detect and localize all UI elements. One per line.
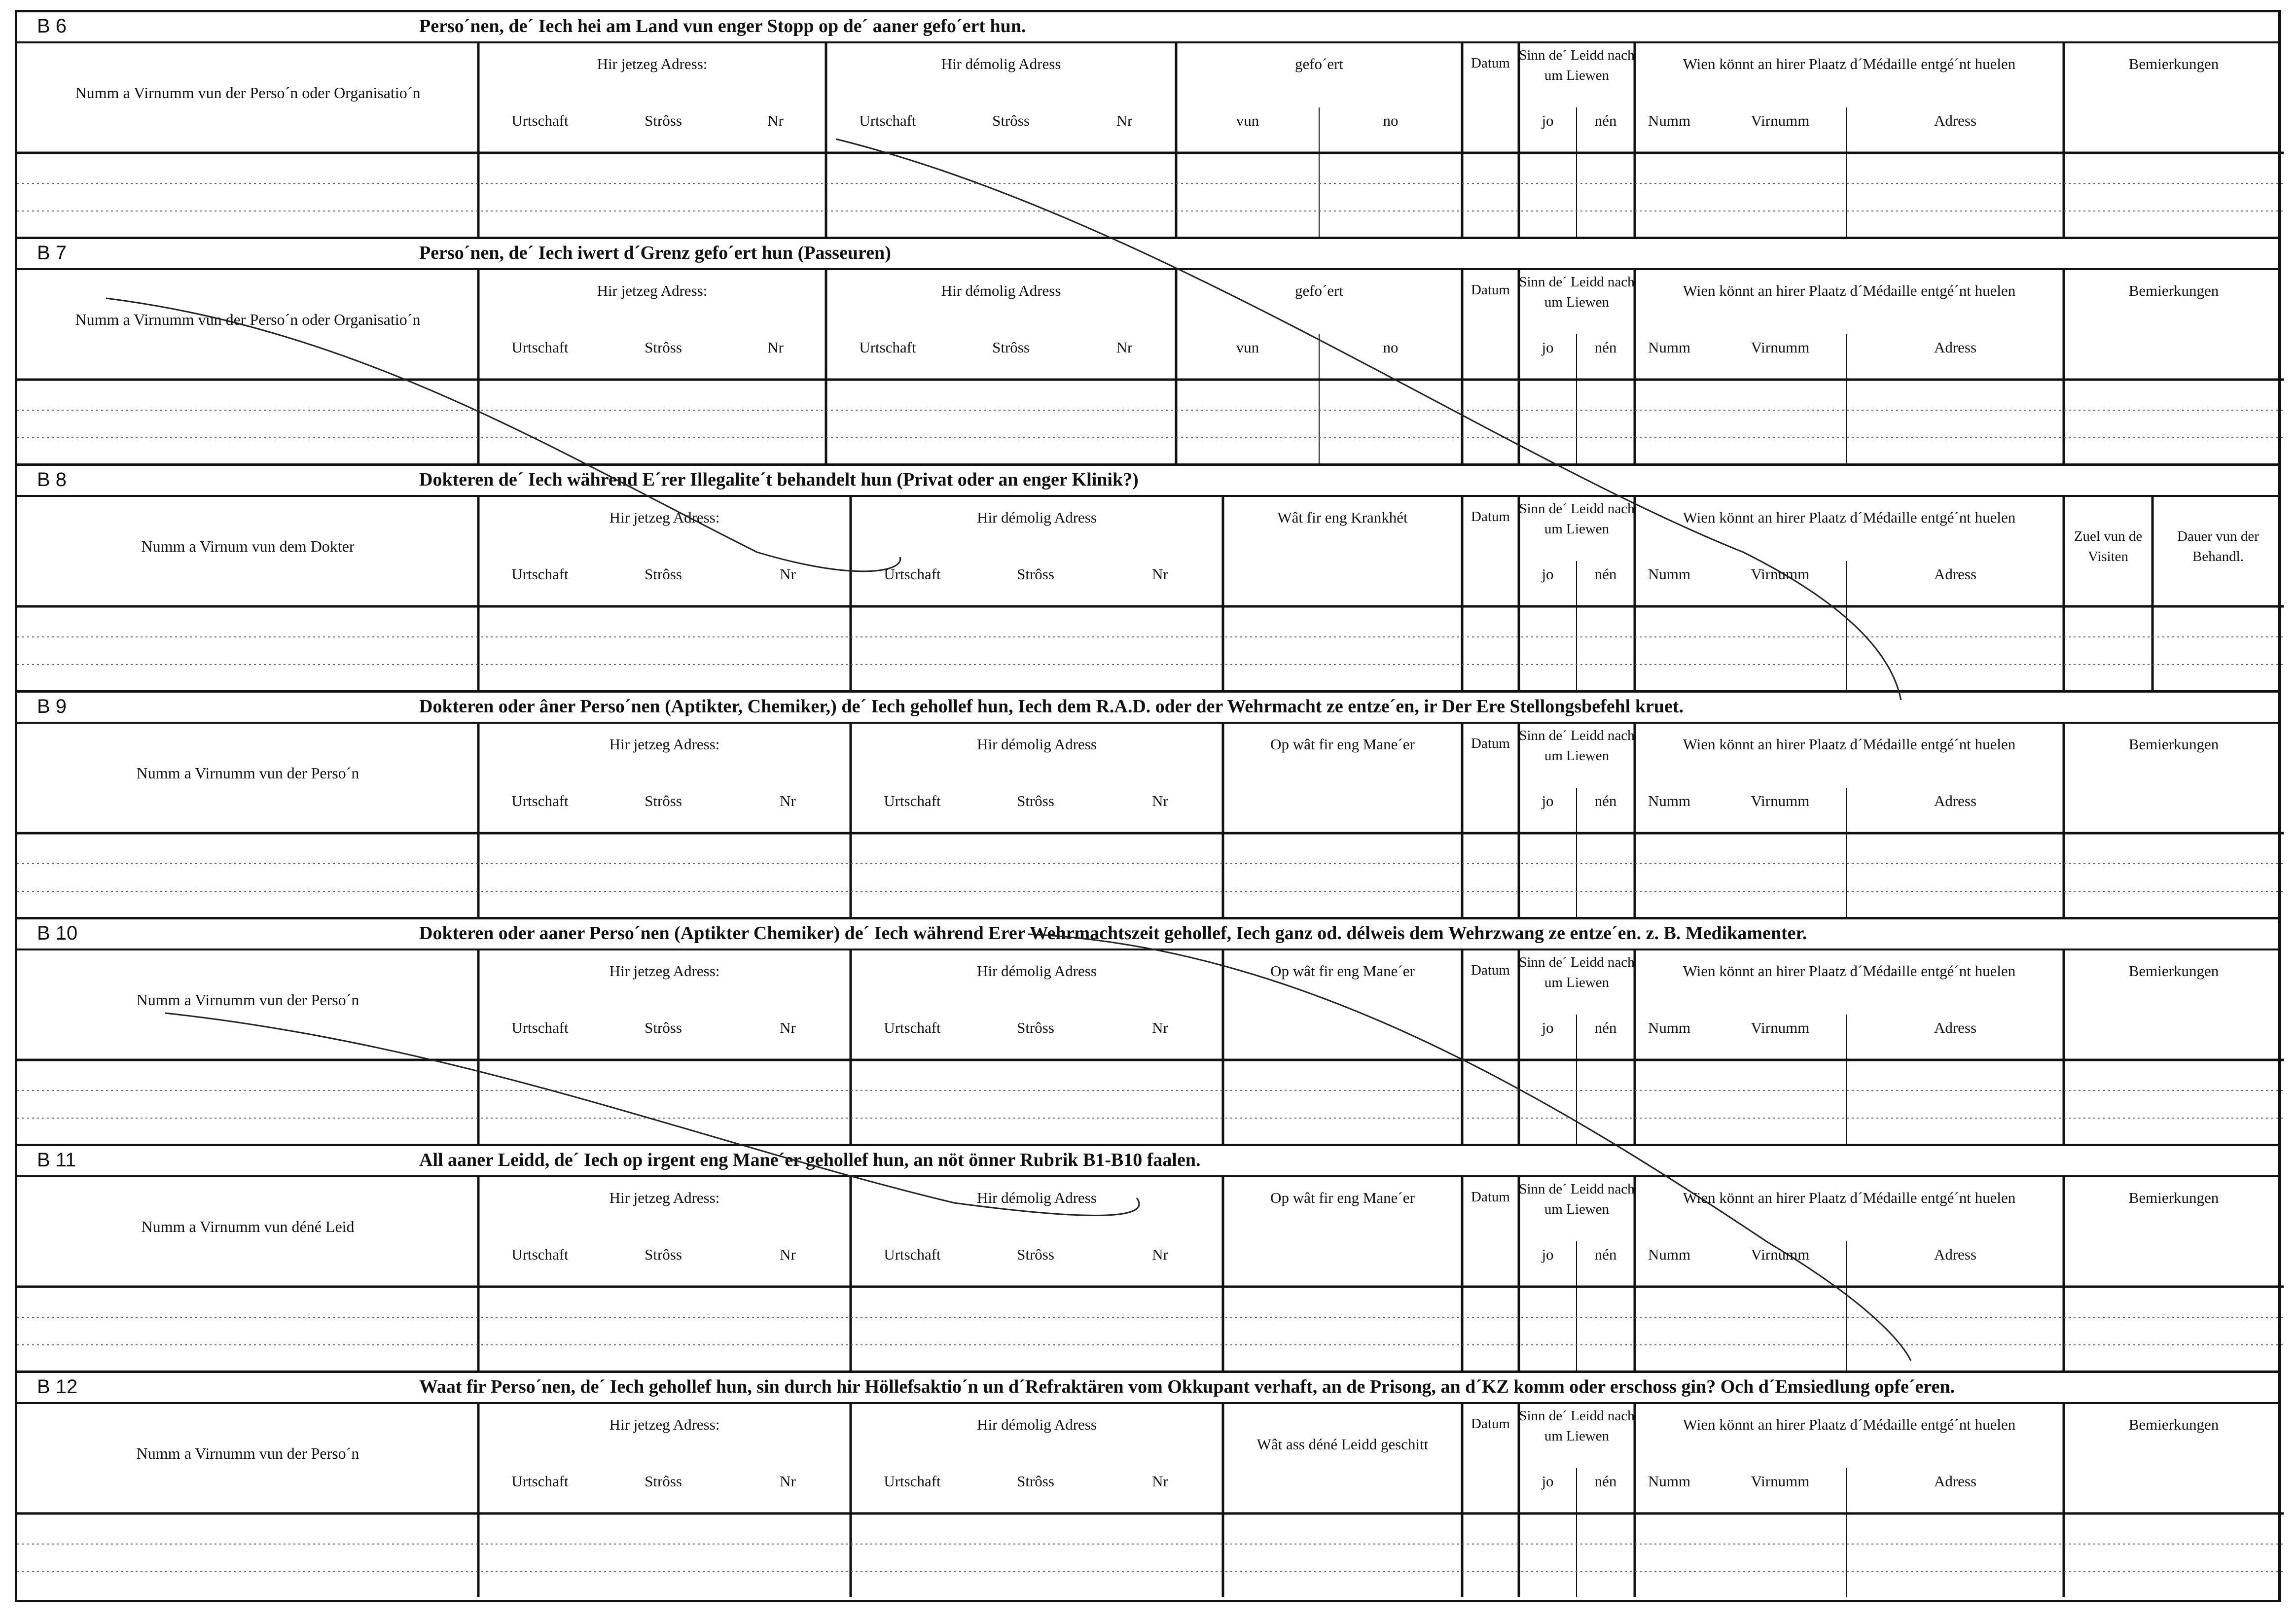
alive-label: Sinn de´ Leidd nach um Liewen bbox=[1519, 954, 1635, 990]
current-address-label: Hir jetzeg Adress: bbox=[609, 1416, 720, 1433]
column-three-label: Op wât fir eng Mane´er bbox=[1270, 962, 1415, 980]
section-title: Perso´nen, de´ Iech hei am Land vun enger Stopp op de´ aaner gefo´ert hun. bbox=[419, 16, 1026, 36]
form-page bbox=[15, 10, 2281, 1602]
nr-label: Nr bbox=[780, 1473, 796, 1490]
section-table bbox=[17, 43, 2278, 237]
name-column-label: Numm a Virnumm vun der Perso´n bbox=[136, 764, 359, 782]
section-code: B 10 bbox=[37, 922, 78, 944]
strosse-label: Strôss bbox=[645, 1019, 682, 1036]
medal-label: Wien könnt an hirer Plaatz d´Médaille entgé´nt huelen bbox=[1683, 509, 2016, 526]
virnumm-label: Virnumm bbox=[1751, 565, 1810, 583]
section-code: B 12 bbox=[37, 1376, 78, 1398]
yes-label: jo bbox=[1542, 1019, 1554, 1036]
medal-label: Wien könnt an hirer Plaatz d´Médaille entgé´nt huelen bbox=[1683, 1416, 2016, 1433]
treatment-duration-label: Dauer vun der Behandl. bbox=[2177, 528, 2259, 564]
adress-label: Adress bbox=[1934, 792, 1977, 809]
former-address-label: Hir démolig Adress bbox=[941, 55, 1061, 72]
datum-label: Datum bbox=[1471, 55, 1510, 71]
no-label: nén bbox=[1594, 339, 1617, 356]
ortschaft-label: Urtschaft bbox=[884, 1246, 941, 1263]
remarks-label: Bemierkungen bbox=[2128, 1189, 2219, 1206]
no-label: nén bbox=[1594, 112, 1617, 129]
current-address-label: Hir jetzeg Adress: bbox=[597, 55, 708, 72]
strosse-label: Strôss bbox=[992, 112, 1030, 129]
alive-label: Sinn de´ Leidd nach um Liewen bbox=[1519, 501, 1635, 537]
numm-label: Numm bbox=[1648, 339, 1691, 356]
remarks-label: Bemierkungen bbox=[2128, 55, 2219, 72]
section-header bbox=[17, 237, 2278, 270]
section-header bbox=[17, 690, 2278, 724]
yes-label: jo bbox=[1542, 339, 1554, 356]
name-column-label: Numm a Virnumm vun der Perso´n bbox=[136, 991, 359, 1009]
former-address-label: Hir démolig Adress bbox=[977, 1416, 1097, 1433]
visits-label: Zuel vun de Visiten bbox=[2074, 528, 2143, 564]
virnumm-label: Virnumm bbox=[1751, 1473, 1810, 1490]
remarks-label: Bemierkungen bbox=[2128, 282, 2219, 299]
strosse-label: Strôss bbox=[645, 792, 682, 809]
section-title: Dokteren oder aaner Perso´nen (Aptikter Chemiker) de´ Iech während Erer Wehrmachtszeit gehollef, Iech ganz od. délweis dem Wehrzwang ze entze´en. z. B. Medikamenter. bbox=[419, 923, 1807, 944]
strosse-label: Strôss bbox=[645, 565, 682, 583]
virnumm-label: Virnumm bbox=[1751, 792, 1810, 809]
section-table bbox=[17, 270, 2278, 463]
section-b7 bbox=[17, 237, 2278, 463]
ortschaft-label: Urtschaft bbox=[511, 1246, 569, 1263]
ortschaft-label: Urtschaft bbox=[884, 1473, 941, 1490]
ortschaft-label: Urtschaft bbox=[511, 112, 569, 129]
nr-label: Nr bbox=[1116, 339, 1133, 356]
section-code: B 6 bbox=[37, 15, 67, 37]
nr-label: Nr bbox=[1152, 1246, 1168, 1263]
ortschaft-label: Urtschaft bbox=[859, 112, 916, 129]
current-address-label: Hir jetzeg Adress: bbox=[609, 736, 720, 753]
from-label: vun bbox=[1236, 112, 1259, 129]
current-address-label: Hir jetzeg Adress: bbox=[609, 509, 720, 526]
medal-label: Wien könnt an hirer Plaatz d´Médaille entgé´nt huelen bbox=[1683, 736, 2016, 753]
medal-label: Wien könnt an hirer Plaatz d´Médaille entgé´nt huelen bbox=[1683, 962, 2016, 980]
current-address-label: Hir jetzeg Adress: bbox=[597, 282, 708, 299]
strosse-label: Strôss bbox=[1017, 792, 1054, 809]
column-three-label: Wât ass déné Leidd geschitt bbox=[1256, 1436, 1429, 1453]
section-title: All aaner Leidd, de´ Iech op irgent eng Mane´er gehollef hun, an nöt önner Rubrik B1-B10 faalen. bbox=[419, 1150, 1201, 1170]
nr-label: Nr bbox=[1152, 1473, 1168, 1490]
nr-label: Nr bbox=[767, 112, 784, 129]
numm-label: Numm bbox=[1648, 112, 1691, 129]
section-b12 bbox=[17, 1370, 2278, 1597]
yes-label: jo bbox=[1542, 1473, 1554, 1490]
section-table bbox=[17, 950, 2278, 1144]
current-address-label: Hir jetzeg Adress: bbox=[609, 962, 720, 980]
strosse-label: Strôss bbox=[1017, 1473, 1054, 1490]
alive-label: Sinn de´ Leidd nach um Liewen bbox=[1519, 1181, 1635, 1217]
no-label: nén bbox=[1594, 1019, 1617, 1036]
nr-label: Nr bbox=[780, 1246, 796, 1263]
ortschaft-label: Urtschaft bbox=[859, 339, 916, 356]
section-title: Dokteren de´ Iech während E´rer Illegalite´t behandelt hun (Privat oder an enger Klinik?) bbox=[419, 469, 1139, 490]
name-column-label: Numm a Virnumm vun der Perso´n oder Organisatio´n bbox=[75, 311, 421, 328]
section-code: B 7 bbox=[37, 242, 67, 264]
numm-label: Numm bbox=[1648, 1473, 1691, 1490]
virnumm-label: Virnumm bbox=[1751, 339, 1810, 356]
no-label: nén bbox=[1594, 565, 1617, 583]
section-b8 bbox=[17, 463, 2278, 690]
nr-label: Nr bbox=[767, 339, 784, 356]
adress-label: Adress bbox=[1934, 339, 1977, 356]
ortschaft-label: Urtschaft bbox=[511, 339, 569, 356]
section-table bbox=[17, 1404, 2278, 1597]
section-header bbox=[17, 1370, 2278, 1404]
ortschaft-label: Urtschaft bbox=[511, 792, 569, 809]
nr-label: Nr bbox=[1152, 1019, 1168, 1036]
section-header bbox=[17, 10, 2278, 43]
strosse-label: Strôss bbox=[992, 339, 1030, 356]
section-b9 bbox=[17, 690, 2278, 917]
former-address-label: Hir démolig Adress bbox=[977, 962, 1097, 980]
yes-label: jo bbox=[1542, 112, 1554, 129]
column-three-label: Op wât fir eng Mane´er bbox=[1270, 736, 1415, 753]
section-table bbox=[17, 724, 2278, 917]
virnumm-label: Virnumm bbox=[1751, 1019, 1810, 1036]
adress-label: Adress bbox=[1934, 1019, 1977, 1036]
virnumm-label: Virnumm bbox=[1751, 1246, 1810, 1263]
remarks-label: Bemierkungen bbox=[2128, 962, 2219, 980]
adress-label: Adress bbox=[1934, 1473, 1977, 1490]
section-title: Waat fir Perso´nen, de´ Iech gehollef hun, sin durch hir Höllefsaktio´n un d´Refraktären vom Okkupant verhaft, an de Prisong, an d´KZ komm oder erschoss gin? Och d´Emsiedlung opfe´eren. bbox=[419, 1376, 1955, 1397]
datum-label: Datum bbox=[1471, 282, 1510, 298]
adress-label: Adress bbox=[1934, 112, 1977, 129]
no-label: nén bbox=[1594, 1473, 1617, 1490]
strosse-label: Strôss bbox=[1017, 1246, 1054, 1263]
section-b11 bbox=[17, 1144, 2278, 1370]
to-label: no bbox=[1383, 112, 1399, 129]
medal-label: Wien könnt an hirer Plaatz d´Médaille entgé´nt huelen bbox=[1683, 1189, 2016, 1206]
section-header bbox=[17, 1144, 2278, 1177]
alive-label: Sinn de´ Leidd nach um Liewen bbox=[1519, 47, 1635, 83]
nr-label: Nr bbox=[780, 792, 796, 809]
alive-label: Sinn de´ Leidd nach um Liewen bbox=[1519, 1408, 1635, 1444]
numm-label: Numm bbox=[1648, 1246, 1691, 1263]
numm-label: Numm bbox=[1648, 1019, 1691, 1036]
nr-label: Nr bbox=[780, 1019, 796, 1036]
datum-label: Datum bbox=[1471, 1189, 1510, 1205]
adress-label: Adress bbox=[1934, 1246, 1977, 1263]
column-three-label: Wât fir eng Krankhét bbox=[1277, 509, 1408, 526]
medal-label: Wien könnt an hirer Plaatz d´Médaille entgé´nt huelen bbox=[1683, 55, 2016, 72]
name-column-label: Numm a Virnum vun dem Dokter bbox=[141, 537, 355, 555]
nr-label: Nr bbox=[1152, 792, 1168, 809]
alive-label: Sinn de´ Leidd nach um Liewen bbox=[1519, 274, 1635, 310]
alive-label: Sinn de´ Leidd nach um Liewen bbox=[1519, 728, 1635, 764]
from-label: vun bbox=[1236, 339, 1259, 356]
section-table bbox=[17, 497, 2278, 690]
former-address-label: Hir démolig Adress bbox=[977, 1189, 1097, 1206]
name-column-label: Numm a Virnumm vun der Perso´n oder Organisatio´n bbox=[75, 84, 421, 102]
ortschaft-label: Urtschaft bbox=[511, 1019, 569, 1036]
yes-label: jo bbox=[1542, 1246, 1554, 1263]
section-header bbox=[17, 463, 2278, 497]
ortschaft-label: Urtschaft bbox=[884, 1019, 941, 1036]
to-label: no bbox=[1383, 339, 1399, 356]
former-address-label: Hir démolig Adress bbox=[977, 736, 1097, 753]
ortschaft-label: Urtschaft bbox=[884, 565, 941, 583]
column-three-label: Op wât fir eng Mane´er bbox=[1270, 1189, 1415, 1206]
virnumm-label: Virnumm bbox=[1751, 112, 1810, 129]
section-title: Dokteren oder âner Perso´nen (Aptikter, Chemiker,) de´ Iech gehollef hun, Iech dem R.A.D. oder der Wehrmacht ze entze´en, ir Der Ere Stellongsbefehl kruet. bbox=[419, 696, 1684, 717]
datum-label: Datum bbox=[1471, 736, 1510, 751]
former-address-label: Hir démolig Adress bbox=[977, 509, 1097, 526]
transported-label: gefo´ert bbox=[1294, 55, 1344, 72]
medal-label: Wien könnt an hirer Plaatz d´Médaille entgé´nt huelen bbox=[1683, 282, 2016, 299]
section-b6 bbox=[17, 10, 2278, 237]
strosse-label: Strôss bbox=[645, 339, 682, 356]
section-table bbox=[17, 1177, 2278, 1370]
name-column-label: Numm a Virnumm vun déné Leid bbox=[141, 1218, 355, 1235]
former-address-label: Hir démolig Adress bbox=[941, 282, 1061, 299]
datum-label: Datum bbox=[1471, 509, 1510, 525]
datum-label: Datum bbox=[1471, 1416, 1510, 1432]
numm-label: Numm bbox=[1648, 792, 1691, 809]
no-label: nén bbox=[1594, 1246, 1617, 1263]
nr-label: Nr bbox=[1152, 565, 1168, 583]
remarks-label: Bemierkungen bbox=[2128, 736, 2219, 753]
strosse-label: Strôss bbox=[1017, 565, 1054, 583]
name-column-label: Numm a Virnumm vun der Perso´n bbox=[136, 1444, 359, 1462]
yes-label: jo bbox=[1542, 792, 1554, 809]
datum-label: Datum bbox=[1471, 962, 1510, 978]
current-address-label: Hir jetzeg Adress: bbox=[609, 1189, 720, 1206]
strosse-label: Strôss bbox=[1017, 1019, 1054, 1036]
section-code: B 11 bbox=[37, 1149, 76, 1171]
strosse-label: Strôss bbox=[645, 112, 682, 129]
transported-label: gefo´ert bbox=[1294, 282, 1344, 299]
ortschaft-label: Urtschaft bbox=[884, 792, 941, 809]
adress-label: Adress bbox=[1934, 565, 1977, 583]
strosse-label: Strôss bbox=[645, 1473, 682, 1490]
ortschaft-label: Urtschaft bbox=[511, 1473, 569, 1490]
yes-label: jo bbox=[1542, 565, 1554, 583]
numm-label: Numm bbox=[1648, 565, 1691, 583]
section-code: B 8 bbox=[37, 469, 67, 491]
nr-label: Nr bbox=[780, 565, 796, 583]
remarks-label: Bemierkungen bbox=[2128, 1416, 2219, 1433]
section-code: B 9 bbox=[37, 696, 67, 717]
section-header bbox=[17, 917, 2278, 950]
no-label: nén bbox=[1594, 792, 1617, 809]
ortschaft-label: Urtschaft bbox=[511, 565, 569, 583]
strosse-label: Strôss bbox=[645, 1246, 682, 1263]
section-title: Perso´nen, de´ Iech iwert d´Grenz gefo´ert hun (Passeuren) bbox=[419, 243, 891, 263]
section-b10 bbox=[17, 917, 2278, 1144]
nr-label: Nr bbox=[1116, 112, 1133, 129]
